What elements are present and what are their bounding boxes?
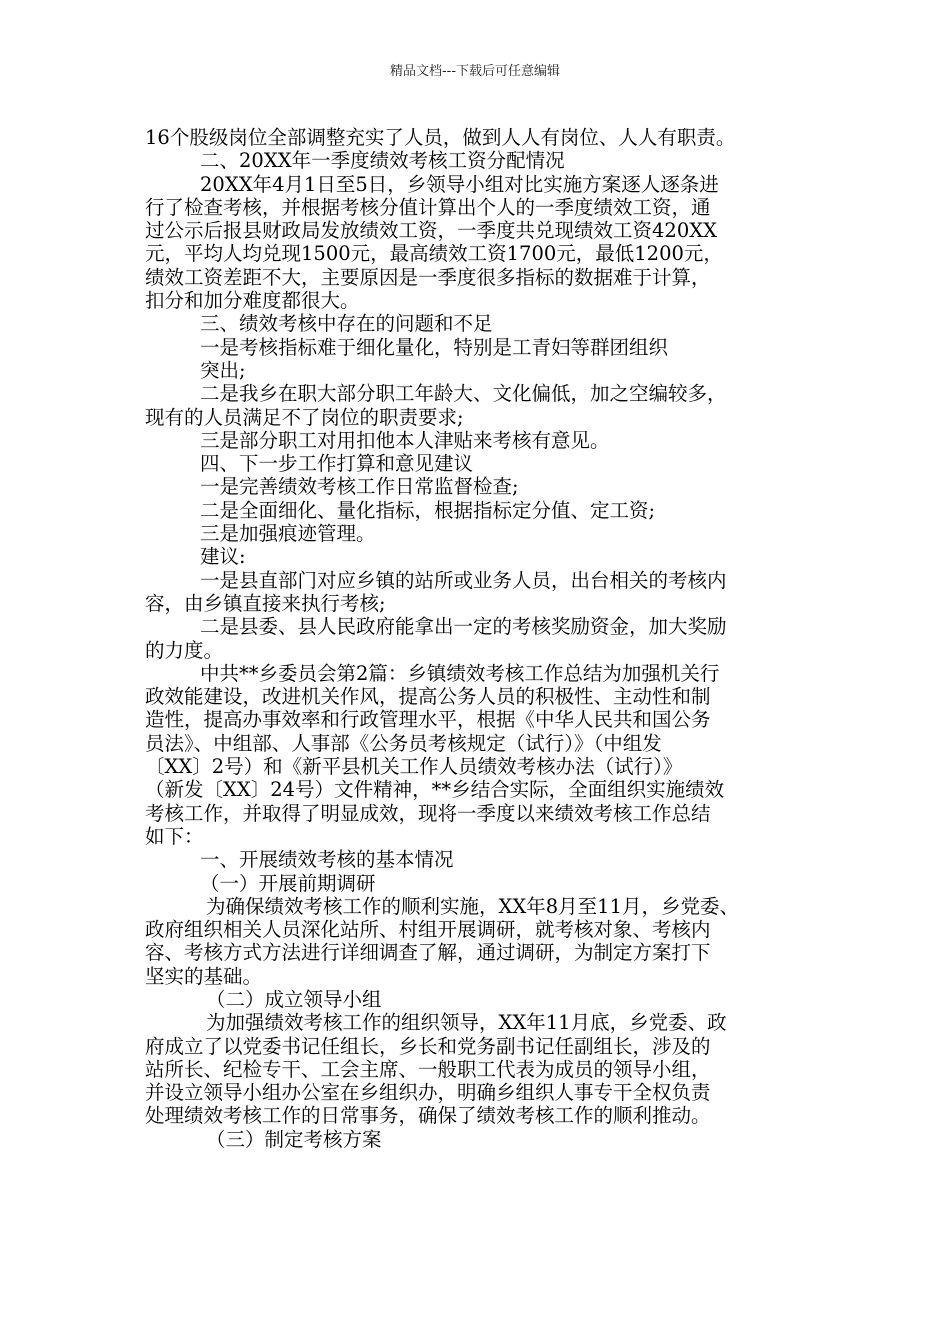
text-line: 并设立领导小组办公室在乡组织办，明确乡组织人事专干全权负责 — [145, 1081, 711, 1105]
text-line: 考核工作，并取得了明显成效，现将一季度以来绩效考核工作总结 — [145, 801, 711, 825]
text-line: 20XX年4月1日至5日，乡领导小组对比实施方案逐人逐条进 — [200, 172, 719, 196]
text-line: 坚实的基础。 — [145, 964, 263, 988]
text-line: 中共**乡委员会第2篇：乡镇绩效考核工作总结为加强机关行 — [200, 661, 720, 685]
text-line: （三）制定考核方案 — [206, 1127, 382, 1151]
text-line: 16个股级岗位全部调整充实了人员，做到人人有岗位、人人有职责。 — [145, 126, 736, 149]
text-line: 一是县直部门对应乡镇的站所或业务人员，出台相关的考核内 — [200, 568, 727, 592]
text-line: 突出; — [200, 358, 246, 382]
text-line: 现有的人员满足不了岗位的职责要求; — [145, 405, 464, 429]
text-line: 处理绩效考核工作的日常事务，确保了绩效考核工作的顺利推动。 — [145, 1104, 711, 1128]
text-line: 一是完善绩效考核工作日常监督检查; — [200, 475, 519, 499]
text-line: 二、20XX年一季度绩效考核工资分配情况 — [200, 149, 565, 173]
text-line: （一）开展前期调研 — [200, 871, 376, 895]
text-line: 〔XX〕2号）和《新平县机关工作人员绩效考核办法（试行）》 — [145, 755, 683, 779]
text-line: 一是考核指标难于细化量化，特别是工青妇等群团组织 — [200, 335, 669, 359]
text-line: 三是加强痕迹管理。 — [200, 522, 376, 546]
text-line: 扣分和加分难度都很大。 — [145, 289, 360, 313]
text-line: 绩效工资差距不大，主要原因是一季度很多指标的数据难于计算， — [145, 265, 711, 289]
text-line: 的力度。 — [145, 638, 224, 662]
text-line: 为加强绩效考核工作的组织领导，XX年11月底，乡党委、政 — [206, 1011, 727, 1035]
text-line: 员法》、中组部、人事部《公务员考核规定（试行）》（中组发 — [145, 731, 662, 755]
document-body — [145, 126, 825, 1151]
text-line: 容，由乡镇直接来执行考核; — [145, 591, 386, 615]
text-line: 行了检查考核，并根据考核分值计算出个人的一季度绩效工资，通 — [145, 195, 711, 219]
text-line: 三、绩效考核中存在的问题和不足 — [200, 312, 493, 336]
text-line: 如下： — [145, 824, 204, 848]
text-line: 造性，提高办事效率和行政管理水平，根据《中华人民共和国公务 — [145, 708, 711, 732]
text-line: 一、开展绩效考核的基本情况 — [200, 848, 454, 872]
text-line: 过公示后报县财政局发放绩效工资，一季度共兑现绩效工资420XX — [145, 219, 717, 243]
text-line: 二是我乡在职大部分职工年龄大、文化偏低，加之空编较多， — [200, 382, 727, 406]
text-line: 四、下一步工作打算和意见建议 — [200, 452, 474, 476]
text-line: 二是县委、县人民政府能拿出一定的考核奖励资金，加大奖励 — [200, 615, 727, 639]
text-line: 站所长、纪检专干、工会主席、一般职工代表为成员的领导小组， — [145, 1057, 711, 1081]
text-line: 容、考核方式方法进行详细调查了解，通过调研，为制定方案打下 — [145, 941, 711, 965]
text-line: （新发〔XX〕24号）文件精神，**乡结合实际，全面组织实施绩效 — [145, 778, 725, 802]
text-line: 三是部分职工对用扣他本人津贴来考核有意见。 — [200, 428, 610, 452]
text-line: 建议: — [200, 545, 246, 569]
text-line: 元，平均人均兑现1500元，最高绩效工资1700元，最低1200元， — [145, 242, 723, 266]
text-line: 政效能建设，改进机关作风，提高公务人员的积极性、主动性和制 — [145, 685, 711, 709]
text-line: 为确保绩效考核工作的顺利实施，XX年8月至11月，乡党委、 — [206, 894, 739, 918]
page-header: 精品文档---下载后可任意编辑 — [389, 64, 561, 79]
text-line: 府成立了以党委书记任组长，乡长和党务副书记任副组长，涉及的 — [145, 1034, 711, 1058]
text-line: （二）成立领导小组 — [206, 987, 382, 1011]
text-line: 政府组织相关人员深化站所、村组开展调研，就考核对象、考核内 — [145, 918, 711, 942]
text-line: 二是全面细化、量化指标，根据指标定分值、定工资; — [200, 498, 656, 522]
